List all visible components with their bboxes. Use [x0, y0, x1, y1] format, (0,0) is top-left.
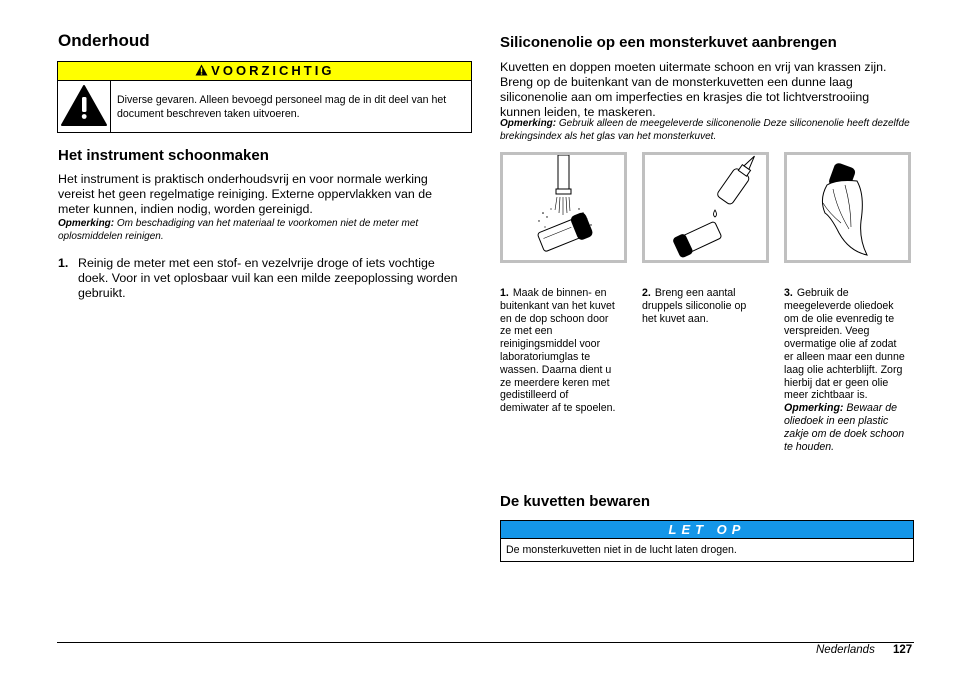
warning-triangle-small-icon — [195, 63, 212, 78]
caution-heading: VOORZICHTIG — [211, 63, 335, 78]
figure-oil-drops — [642, 152, 769, 263]
figure-oil-cloth — [784, 152, 911, 263]
silicone-note: Opmerking: Gebruik alleen de meegeleverde siliconenolie Deze siliconenolie heeft dezelfde brekingsindex als het glas van het monsterkuvet. — [500, 118, 910, 142]
page-title: Onderhoud — [58, 31, 150, 50]
oil-drops-icon — [645, 155, 766, 260]
caution-text: Diverse gevaren. Alleen bevoegd personeel mag de in dit deel van het document beschreven taken uitvoeren. — [117, 94, 447, 120]
cleaning-heading: Het instrument schoonmaken — [58, 147, 269, 164]
caution-box — [57, 61, 472, 133]
page-number: 127 — [893, 644, 913, 656]
caution-header — [58, 62, 471, 81]
notice-box — [500, 520, 914, 562]
notice-heading: LET OP — [501, 521, 913, 539]
cleaning-note: Opmerking: Om beschadiging van het materiaal te voorkomen niet de meter met oplosmiddelen reinigen. — [58, 218, 419, 242]
cleaning-intro: Het instrument is praktisch onderhoudsvrij en voor normale werking vereist het geen regelmatige reiniging. Externe oppervlakken van de meter kunnen, indien nodig, worden gereinigd. — [58, 172, 433, 216]
silicone-step-3: 3. Gebruik de meegeleverde oliedoek om de olie evenredig te verspreiden. Veeg overmatige olie af zodat er alleen maar een dunne laag olie achterblijft. Zorg hierbij dat er geen olie meer zichtbaar is. Opmerking: Bewaar de oliedoek in een plastic zakje om de doek schoon te houden. — [784, 287, 905, 453]
figure-rinse — [500, 152, 627, 263]
cleaning-step-number: 1. — [58, 256, 69, 270]
silicone-heading: Siliconenolie op een monsterkuvet aanbrengen — [500, 34, 837, 51]
silicone-step-2: 2. Breng een aantal druppels siliconolie op het kuvet aan. — [642, 287, 747, 325]
warning-triangle-icon — [58, 119, 110, 136]
silicone-step-3-note: Opmerking: Bewaar de oliedoek in een plastic zakje om de doek schoon te houden. — [784, 402, 905, 453]
oil-cloth-icon — [787, 155, 908, 260]
footer-rule — [57, 642, 914, 643]
footer-language: Nederlands — [816, 644, 875, 656]
silicone-step-1: 1. Maak de binnen- en buitenkant van het kuvet en de dop schoon door ze met een reinigingsmiddel voor laboratoriumglas te wassen. Daarna dient u ze meerdere keren met gedistilleerd of demiwater af te spoelen. — [500, 287, 616, 415]
notice-text: De monsterkuvetten niet in de lucht laten drogen. — [506, 544, 737, 556]
silicone-intro: Kuvetten en doppen moeten uitermate schoon en vrij van krassen zijn. Breng op de buitenkant van de monsterkuvetten een dunne laag siliconenolie aan om imperfecties en krasjes die tot lichtverstrooiing kunnen leiden, te maskeren. — [500, 60, 887, 119]
storage-heading: De kuvetten bewaren — [500, 493, 651, 510]
rinse-cuvette-icon — [503, 155, 624, 260]
cleaning-step-text: Reinig de meter met een stof- en vezelvrije droge of iets vochtige doek. Voor in vet oplosbaar vuil kan een milde zeepoplossing worden gebruikt. — [78, 256, 458, 300]
